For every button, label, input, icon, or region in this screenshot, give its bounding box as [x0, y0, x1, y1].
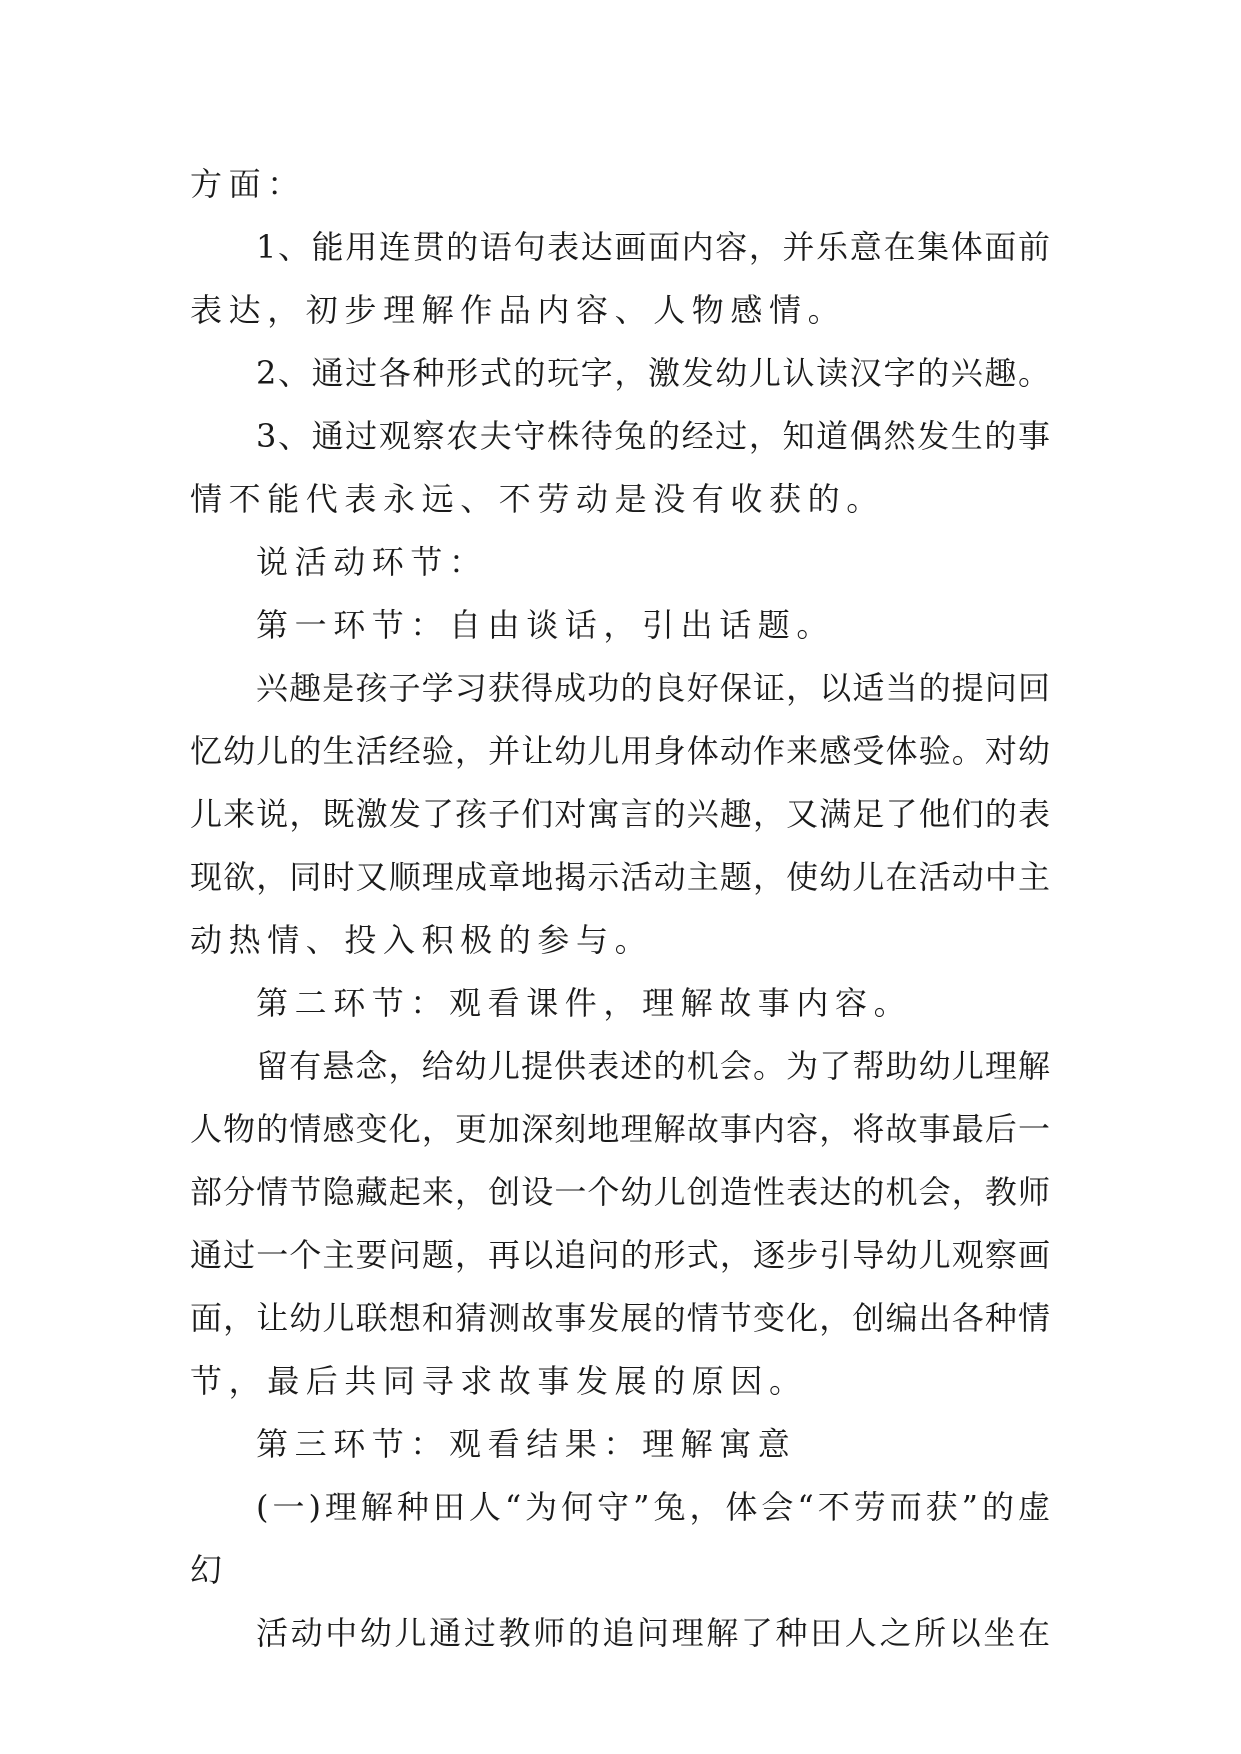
text-line: 表达，初步理解作品内容、人物感情。 [190, 291, 847, 329]
text-line: 动热情、投入积极的参与。 [190, 921, 654, 959]
text-line: 儿来说，既激发了孩子们对寓言的兴趣，又满足了他们的表 [190, 795, 1050, 833]
text-line: 1、能用连贯的语句表达画面内容，并乐意在集体面前 [256, 228, 1050, 266]
text-line: 活动中幼儿通过教师的追问理解了种田人之所以坐在 [256, 1614, 1050, 1652]
section-heading: 说活动环节： [256, 543, 488, 581]
document-body [190, 153, 1050, 1665]
text-line: 兴趣是孩子学习获得成功的良好保证，以适当的提问回 [256, 669, 1050, 707]
text-line: 现欲，同时又顺理成章地揭示活动主题，使幼儿在活动中主 [190, 858, 1050, 896]
text-line: 情不能代表永远、不劳动是没有收获的。 [190, 480, 885, 518]
text-line: 部分情节隐藏起来，创设一个幼儿创造性表达的机会，教师 [190, 1173, 1050, 1211]
subsection-heading: (一)理解种田人“为何守”兔，体会“不劳而获”的虚 [256, 1488, 1050, 1526]
section-heading: 第二环节：观看课件，理解故事内容。 [256, 984, 913, 1022]
text-line: 通过一个主要问题，再以追问的形式，逐步引导幼儿观察画 [190, 1236, 1050, 1274]
text-line: 留有悬念，给幼儿提供表述的机会。为了帮助幼儿理解 [256, 1047, 1050, 1085]
text-line: 人物的情感变化，更加深刻地理解故事内容，将故事最后一 [190, 1110, 1050, 1148]
text-line: 忆幼儿的生活经验，并让幼儿用身体动作来感受体验。对幼 [190, 732, 1050, 770]
text-line: 3、通过观察农夫守株待兔的经过，知道偶然发生的事 [256, 417, 1050, 455]
text-line: 方面： [190, 165, 306, 203]
text-line: 2、通过各种形式的玩字，激发幼儿认读汉字的兴趣。 [256, 354, 1050, 392]
subsection-heading-end: 幻 [190, 1551, 229, 1589]
section-heading: 第三环节：观看结果：理解寓意 [256, 1425, 797, 1463]
text-line: 面，让幼儿联想和猜测故事发展的情节变化，创编出各种情 [190, 1299, 1050, 1337]
section-heading: 第一环节：自由谈话，引出话题。 [256, 606, 836, 644]
text-line: 节，最后共同寻求故事发展的原因。 [190, 1362, 808, 1400]
